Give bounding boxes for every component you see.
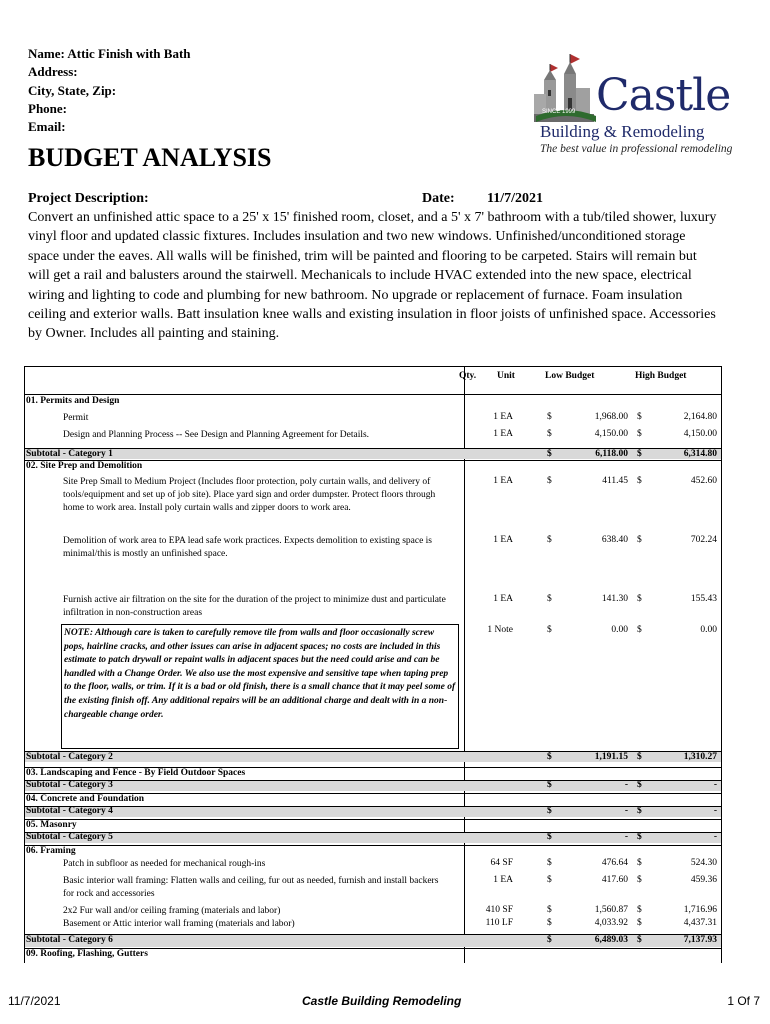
- qty-header: Qty.: [459, 371, 477, 381]
- item-description: Design and Planning Process -- See Design and Planning Agreement for Details.: [63, 430, 370, 440]
- subtotal-high: -: [713, 806, 717, 816]
- subtotal-label: Subtotal - Category 3: [26, 780, 113, 790]
- footer-page-number: 1 Of 7: [727, 994, 760, 1008]
- high-value: 459.36: [690, 875, 717, 885]
- client-email: Email:: [28, 119, 66, 135]
- currency-symbol: $: [637, 752, 642, 762]
- subtotal-low: -: [624, 832, 628, 842]
- currency-symbol: $: [637, 780, 642, 790]
- subtotal-high: 7,137.93: [683, 935, 717, 945]
- high-value: 4,437.31: [683, 918, 717, 928]
- logo-subtitle: Building & Remodeling: [540, 122, 705, 141]
- currency-symbol: $: [637, 625, 642, 635]
- high-value: 155.43: [690, 594, 717, 604]
- currency-symbol: $: [547, 832, 552, 842]
- category-title: 04. Concrete and Foundation: [26, 794, 145, 804]
- item-description: Furnish active air filtration on the site for the duration of the project to minimize dust and particulate infiltration in non-construction areas: [63, 595, 446, 618]
- item-qty: 1 EA: [493, 476, 513, 486]
- category-title: 06. Framing: [26, 846, 76, 856]
- currency-symbol: $: [637, 935, 642, 945]
- subtotal-label: Subtotal - Category 4: [26, 806, 113, 816]
- item-description: Site Prep Small to Medium Project (Includes floor protection, poly curtain walls, and delivery of tools/equipment and set up of job site). Place yard sign and order dumpster. Protect floors through home to work area. Install poly curtain walls and zipper doors to work area.: [63, 477, 436, 513]
- project-description-label: Project Description:: [28, 191, 149, 206]
- logo-tagline: The best value in professional remodeling: [540, 143, 733, 155]
- category-title: 01. Permits and Design: [26, 396, 120, 406]
- item-qty: 410 SF: [485, 905, 513, 915]
- item-qty: 1 EA: [493, 429, 513, 439]
- low-value: 411.45: [602, 476, 628, 486]
- high-value: 0.00: [700, 625, 717, 635]
- currency-symbol: $: [637, 476, 642, 486]
- item-qty: 64 SF: [490, 858, 513, 868]
- subtotal-band: [25, 806, 721, 817]
- currency-symbol: $: [547, 875, 552, 885]
- high-value: 1,716.96: [683, 905, 717, 915]
- item-qty: 1 EA: [493, 594, 513, 604]
- subtotal-high: -: [713, 832, 717, 842]
- client-info: [28, 45, 191, 136]
- item-description: 2x2 Fur wall and/or ceiling framing (materials and labor): [63, 906, 281, 916]
- item-description: Patch in subfloor as needed for mechanical rough-ins: [63, 859, 266, 869]
- low-value: 638.40: [601, 535, 628, 545]
- item-qty: 1 EA: [493, 875, 513, 885]
- currency-symbol: $: [637, 535, 642, 545]
- company-logo: [530, 50, 740, 160]
- item-qty: 1 EA: [493, 535, 513, 545]
- subtotal-low: -: [624, 806, 628, 816]
- high-value: 524.30: [690, 858, 717, 868]
- page-title: BUDGET ANALYSIS: [28, 143, 272, 172]
- currency-symbol: $: [547, 535, 552, 545]
- low-value: 1,560.87: [594, 905, 628, 915]
- project-description: Convert an unfinished attic space to a 25' x 15' finished room, closet, and a 5' x 7' bathroom with a tub/tiled shower, luxury vinyl floor and updated classic fixtures. Includes insulation and two new windows. Unfinished/unconditioned storage space under the eaves. All walls will be finished, trim will be painted and flooring to be carpeted. Stairs will remain but will get a rail and balusters around the stairwell. Mechanicals to include HVAC extended into the new space, electrical wiring and lighting to code and plumbing for new bathroom. No upgrade or replacement of furnace. Foam insulation ceiling and exterior walls. Batt insulation knee walls and existing insulation in floor joists of unfinished space. Accessories by Owner. Includes all painting and staining.: [28, 210, 717, 342]
- high-value: 452.60: [690, 476, 717, 486]
- currency-symbol: $: [547, 905, 552, 915]
- currency-symbol: $: [547, 429, 552, 439]
- divider: [25, 780, 721, 781]
- low-value: 4,150.00: [594, 429, 628, 439]
- subtotal-low: 6,118.00: [595, 449, 628, 459]
- high-value: 2,164.80: [683, 412, 717, 422]
- subtotal-label: Subtotal - Category 6: [26, 935, 113, 945]
- category-title: 03. Landscaping and Fence - By Field Outdoor Spaces: [26, 768, 246, 778]
- note-box: NOTE: Although care is taken to carefully remove tile from walls and floor occasionally screw pops, hairline cracks, and other issues can arise in adjacent spaces; no costs are included in this estimate to patch drywall or repaint walls in adjacent spaces but the need could arise and can be handled with a Change Order. We also use the most expensive and sensitive tape when taping prep to the floor, walls, or trim. If it is a bad or old finish, there is a small chance that it may peel some of the existing finish off. Any additional repairs will be an additional charge and dealt with in a non-chargeable change order.: [61, 624, 459, 749]
- currency-symbol: $: [547, 625, 552, 635]
- client-address: Address:: [28, 64, 78, 80]
- currency-symbol: $: [547, 476, 552, 486]
- subtotal-low: 6,489.03: [594, 935, 628, 945]
- subtotal-label: Subtotal - Category 2: [26, 752, 113, 762]
- item-qty: 110 LF: [485, 918, 513, 928]
- currency-symbol: $: [547, 858, 552, 868]
- item-description: Basic interior wall framing: Flatten walls and ceiling, fur out as needed, furnish and install backers for rock and accessories: [63, 876, 439, 899]
- currency-symbol: $: [547, 594, 552, 604]
- currency-symbol: $: [637, 449, 642, 459]
- currency-symbol: $: [637, 806, 642, 816]
- high-value: 702.24: [690, 535, 717, 545]
- currency-symbol: $: [547, 935, 552, 945]
- item-qty: 1 Note: [487, 625, 513, 635]
- currency-symbol: $: [637, 832, 642, 842]
- date-label: Date:: [422, 191, 455, 206]
- unit-header: Unit: [497, 371, 515, 381]
- item-description: Basement or Attic interior wall framing (materials and labor): [63, 919, 295, 929]
- currency-symbol: $: [637, 905, 642, 915]
- item-qty: 1 EA: [493, 412, 513, 422]
- low-value: 417.60: [601, 875, 628, 885]
- category-title: 09. Roofing, Flashing, Gutters: [26, 949, 148, 959]
- client-city: City, State, Zip:: [28, 82, 117, 98]
- subtotal-low: -: [624, 780, 628, 790]
- item-description: Permit: [63, 413, 89, 423]
- logo-wordmark: Castle: [596, 70, 731, 121]
- currency-symbol: $: [637, 858, 642, 868]
- subtotal-high: -: [713, 780, 717, 790]
- currency-symbol: $: [637, 875, 642, 885]
- currency-symbol: $: [547, 412, 552, 422]
- currency-symbol: $: [547, 752, 552, 762]
- currency-symbol: $: [547, 806, 552, 816]
- high-value: 4,150.00: [683, 429, 717, 439]
- date-value: 11/7/2021: [487, 191, 544, 206]
- subtotal-band: [25, 780, 721, 791]
- subtotal-band: [25, 832, 721, 843]
- client-phone: Phone:: [28, 100, 67, 116]
- currency-symbol: $: [637, 594, 642, 604]
- logo-banner-text: SINCE 1999: [542, 109, 576, 115]
- divider: [25, 845, 721, 846]
- category-title: 02. Site Prep and Demolition: [26, 461, 143, 471]
- divider: [25, 394, 721, 395]
- low-value: 4,033.92: [594, 918, 628, 928]
- divider: [25, 819, 721, 820]
- client-name: Name: Attic Finish with Bath: [28, 46, 191, 61]
- low-value: 141.30: [601, 594, 628, 604]
- item-description: Demolition of work area to EPA lead safe work practices. Expects demolition to existing space is minimal/this is mostly an unfinished space.: [63, 536, 433, 559]
- category-title: 05. Masonry: [26, 820, 77, 830]
- currency-symbol: $: [547, 780, 552, 790]
- footer-date: 11/7/2021: [8, 994, 61, 1008]
- budget-table: [24, 366, 722, 963]
- currency-symbol: $: [547, 449, 552, 459]
- low-value: 0.00: [611, 625, 628, 635]
- divider: [25, 832, 721, 833]
- currency-symbol: $: [637, 412, 642, 422]
- subtotal-label: Subtotal - Category 1: [26, 449, 113, 459]
- currency-symbol: $: [547, 918, 552, 928]
- high-budget-header: High Budget: [635, 371, 687, 381]
- currency-symbol: $: [637, 918, 642, 928]
- subtotal-low: 1,191.15: [594, 752, 628, 762]
- footer-company: Castle Building Remodeling: [302, 994, 462, 1008]
- subtotal-label: Subtotal - Category 5: [26, 832, 113, 842]
- low-budget-header: Low Budget: [545, 371, 595, 381]
- low-value: 476.64: [601, 858, 628, 868]
- subtotal-high: 6,314.80: [683, 449, 717, 459]
- divider: [25, 806, 721, 807]
- currency-symbol: $: [637, 429, 642, 439]
- subtotal-high: 1,310.27: [683, 752, 717, 762]
- low-value: 1,968.00: [594, 412, 628, 422]
